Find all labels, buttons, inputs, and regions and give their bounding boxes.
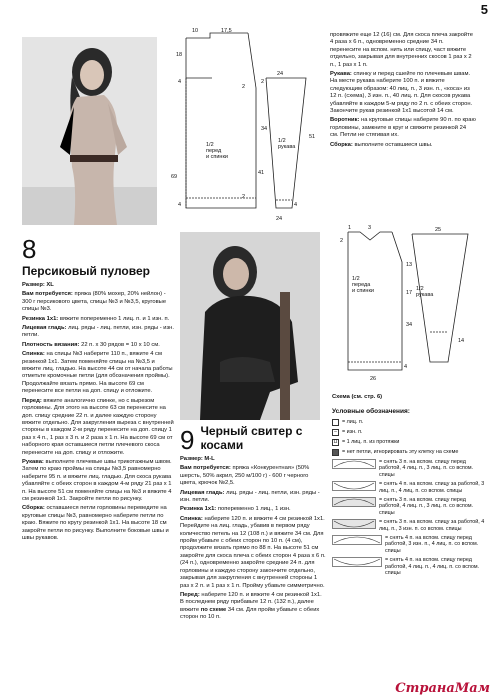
pattern-number: 8	[22, 234, 37, 264]
dim-label: переда	[352, 282, 371, 288]
cable-cross-purl-right-icon	[332, 497, 376, 507]
front-instructions: Перед: наберите 120 п. и вяжите 4 см резинкой 1х1. В последнем ряду прибавьте 12 п. (132 п.), далее вяжите по схеме 34 см. Для пройм убавьте с обеих сторон по 10 п.	[180, 591, 322, 621]
cable-cross-eight-knit-icon	[332, 557, 382, 567]
stockinette: Лицевая гладь: лиц. ряды - лиц. петли, изн. ряды - изн. петли.	[22, 325, 174, 339]
dim-label: 1/2	[416, 286, 424, 292]
materials: Вам потребуется: пряжа (80% мохер, 20% нейлон) - 300 г персикового цвета, спицы №3 и №3,5, круговые спицы №3.	[22, 291, 167, 313]
dim-label: 3	[368, 225, 372, 231]
front-instructions: Перед: вяжите аналогично спинке, но с вырезом горловины. Для этого на высоте 63 см перенесите на доп. спицу средние 22 п. и далее каждую сторону вяжите отдельно. Для закругления выреза с внутренней стороны в каждом 2-м ряду перенесите на доп. спицу 1 раз х 4 п., 1 раз х 3 п. и 2 раза х 1 п. На высоте 69 см от наборного края оставшиеся петли плечевого скоса перенесите на доп. спицу и отложите.	[22, 397, 174, 456]
dim-label: 24	[277, 71, 284, 77]
assembly-instructions: Сборка: оставшиеся петли горловины переведите на круговые спицы №3, равномерно наберите петли по краю. Вяжите по кругу резинкой 1х1. На высоте 18 см закройте петли по рисунку. Выполните боковые швы и швы рукавов.	[22, 505, 169, 541]
stockinette: Лицевая гладь: лиц. ряды - лиц. петли, изн. ряды - изн. петли.	[180, 489, 320, 504]
dim-label: 10	[192, 28, 199, 34]
dim-label: перед	[206, 148, 222, 154]
purl-stitch-icon: –	[332, 429, 339, 436]
cable-cross-left-icon	[332, 481, 376, 491]
back-instructions: Спинка: на спицы №3 наберите 110 п., вяжите 4 см резинкой 1х1. Затем поменяйте спицы на №3,5 и вяжите лиц. гладью. На высоте 44 см от начала работы отметьте кромочные петли (для обозначения проймы). Продолжайте вязать прямо. На высоте 69 см перенесите все петли на доп. спицу и отложите.	[22, 351, 173, 395]
legend-item: = снять 4 п. на вспом. спицу перед работой, 3 изн. п., 4 лиц. п. со вспом. спицы	[332, 535, 488, 554]
no-stitch-icon	[332, 449, 339, 456]
pattern-title: Персиковый пуловер	[22, 264, 150, 278]
rib: Резинка 1х1: попеременно 1 лиц., 1 изн.	[180, 506, 291, 513]
photo-black-sweater	[180, 232, 320, 420]
back-instructions: Спинка: наберите 120 п. и вяжите 4 см резинкой 1х1. Перейдите на лиц. гладь, убавив в первом ряду количество петель на 12 (108 п.) и вяжите 34 см. Для пройм убавьте с обеих сторон по 10 п. (4 см), продолжите вязать прямо по 88 п. На высоте 51 см закройте для скоса плеча с обеих сторон 4 раза х 6 п. (24 п.), одновременно закройте средние 24 п. для горловины и каждую сторону закончите отдельно, закрывая для закругления с внутренней стороны 1 раз х 2 п. и 1 раз х 1 п. Пройму убавьте симметрично.	[180, 515, 326, 589]
dim-label: 1/2	[352, 276, 360, 282]
dim-label: 2	[242, 194, 246, 200]
site-logo: СтранаМам	[395, 681, 490, 696]
dim-label: 4	[178, 79, 182, 85]
pattern-number: 9	[180, 425, 195, 455]
gauge: Плотность вязания: 22 п. х 30 рядов = 10 х 10 см.	[22, 341, 160, 348]
pattern-title: Черный свитер с косами	[200, 424, 303, 452]
dim-label: 18	[176, 52, 183, 58]
cable-cross-right-icon	[332, 459, 376, 469]
rib: Резинка 1х1: вяжите попеременно 1 лиц. п. и 1 изн. п.	[22, 315, 170, 322]
legend-item: – = изн. п.	[332, 429, 488, 436]
dim-label: 25	[435, 227, 442, 233]
dim-label: рукава	[278, 144, 296, 150]
pattern-diagram-sweater-8	[166, 28, 324, 230]
photo-peach-sweater	[22, 37, 157, 225]
legend-item: = снять 3 п. на вспом. спицу перед работой, 4 лиц. п., 3 лиц. п. со вспом. спицы	[332, 459, 488, 478]
legend-item: = нет петли, игнорировать эту клетку на схеме	[332, 449, 488, 456]
dim-label: и спинки	[206, 154, 228, 160]
dim-label: 24	[276, 216, 283, 222]
collar-instructions: Воротник: на круговые спицы наберите 90 п. по краю горловины, замкните в круг и свяжите резинкой 24 см. Петли не стягивая их.	[330, 117, 476, 139]
legend-item: Ω = 1 лиц. п. из протяжки	[333, 439, 400, 446]
dim-label: 2	[340, 238, 344, 244]
dim-label: 14	[458, 338, 465, 344]
dim-label: 1/2	[278, 138, 286, 144]
scheme-label: Схема (см. стр. 6)	[332, 394, 383, 400]
legend	[332, 408, 488, 580]
dim-label: 2	[242, 84, 246, 90]
dim-label: 4	[294, 202, 298, 208]
dim-label: 17,5	[221, 28, 232, 34]
sleeves-instructions: Рукава: выполните плечевые швы трикотажным швом. Затем по краю проймы на спицы №3,5 равномерно наберите 95 п. и вяжите лиц. гладью. Для скоса рукава убавляйте с обеих сторон в каждом 4-м ряду 21 раз х 1 п. На высоте 51 см поменяйте спицы на №3 и вяжите 4 см резинкой 1х1. Закройте петли по рисунку.	[22, 458, 172, 502]
cable-cross-purl-left-icon	[332, 519, 376, 529]
size: Размер: M-L	[180, 456, 215, 462]
shoulder-instructions: провяжите еще 12 (16) см. Для скоса плеча закройте 4 раза х 6 п., одновременно средние 34 п. перенесите на вспом. нить или спицу, част вяжите отдельно, закрывая для внутренних скосов 1 раз х 2 п., 1 раз х 1 п.	[330, 32, 473, 68]
dim-label: 26	[370, 376, 377, 382]
pattern-diagram-sweater-9	[330, 222, 490, 388]
twisted-stitch-icon: Ω	[333, 439, 338, 446]
legend-item: = снять 3 п. на вспом. спицу перед работой, 4 лиц. п., 3 лиц. п. со вспом. спицы	[332, 497, 488, 516]
size: Размер: XL	[22, 282, 54, 288]
knit-stitch-icon	[332, 419, 339, 426]
legend-item: = снять 4 п. на вспом. спицу перед работой, 4 лиц. п., 4 лиц. п. со вспом. спицы	[332, 557, 488, 576]
dim-label: 34	[406, 322, 413, 328]
dim-label: 34	[261, 126, 268, 132]
dim-label: 41	[258, 170, 265, 176]
dim-label: 2	[261, 79, 265, 85]
assembly-instructions: Сборка: выполните оставшиеся швы.	[330, 141, 433, 148]
materials: Вам потребуется: пряжа «Конкурентная» (50% шерсть, 50% акрил, 250 м/100 г) - 600 г черного цвета, крючок №2,5.	[180, 465, 310, 487]
dim-label: 1	[348, 225, 352, 231]
legend-title: Условные обозначения:	[332, 408, 410, 415]
cable-cross-eight-icon	[332, 535, 382, 545]
dim-label: 51	[309, 134, 316, 140]
dim-label: 13	[406, 262, 413, 268]
dim-label: 1/2	[206, 142, 214, 148]
dim-label: рукава	[416, 292, 434, 298]
page-number: 5	[480, 2, 488, 17]
dim-label: 69	[171, 174, 178, 180]
dim-label: и спинки	[352, 288, 374, 294]
legend-item: = снять 3 п. на вспом. спицу за работой, 4 лиц. п., 3 изн. п. со вспом. спицы	[332, 519, 488, 532]
sleeves-instructions: Рукава: спинку и перед сшейте по плечевым швам. На месте рукава наберите 100 п. и вяжите следующим образом: 40 лиц. п., 3 изн. п., «коса» из 12 п. (схема), 3 изн. п., 40 лиц. п. Для скосов рукава убавляйте в каждом 5-м ряду по 2 п. с обеих сторон. Закончите рукав резинкой 1х1 высотой 14 см.	[330, 71, 473, 115]
dim-label: 4	[178, 202, 182, 208]
legend-item: = лиц. п.	[332, 419, 488, 426]
dim-label: 4	[404, 364, 408, 370]
dim-label: 17	[406, 290, 413, 296]
legend-item: = снять 4 п. на вспом. спицу за работой, 3 лиц. п., 4 лиц. п. со вспом. спицы	[332, 481, 488, 494]
